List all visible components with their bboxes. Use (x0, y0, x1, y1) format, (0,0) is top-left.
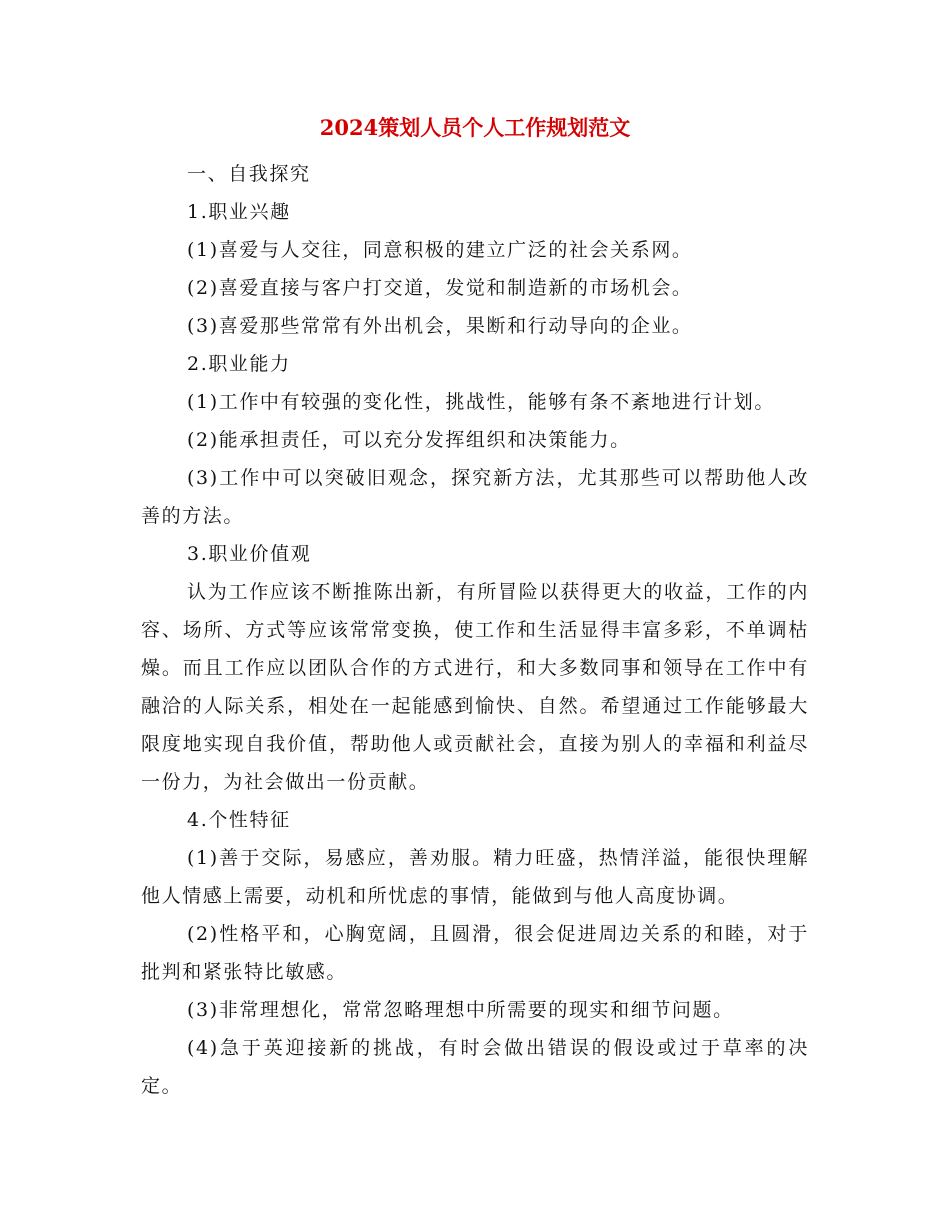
subheading-career-values: 3.职业价值观 (187, 543, 312, 565)
document-body (141, 155, 809, 1105)
paragraph: (2)喜爱直接与客户打交道，发觉和制造新的市场机会。 (187, 277, 693, 299)
paragraph: (1)善于交际，易感应，善劝服。精力旺盛，热情洋溢，能很快理解他人情感上需要，动机和所忧虑的事情，能做到与他人高度协调。 (141, 847, 809, 907)
paragraph: (1)喜爱与人交往，同意积极的建立广泛的社会关系网。 (187, 239, 693, 261)
subheading-career-interest: 1.职业兴趣 (187, 201, 291, 223)
paragraph: (2)性格平和，心胸宽阔，且圆滑，很会促进周边关系的和睦，对于批判和紧张特比敏感。 (141, 923, 809, 983)
paragraph: (3)工作中可以突破旧观念，探究新方法，尤其那些可以帮助他人改善的方法。 (141, 467, 809, 527)
paragraph: (3)非常理想化，常常忽略理想中所需要的现实和细节问题。 (187, 999, 734, 1021)
document-title: 2024策划人员个人工作规划范文 (319, 115, 631, 140)
paragraph: 认为工作应该不断推陈出新，有所冒险以获得更大的收益，工作的内容、场所、方式等应该常常变换，使工作和生活显得丰富多彩，不单调枯燥。而且工作应以团队合作的方式进行，和大多数同事和领导在工作中有融洽的人际关系，相处在一起能感到愉快、自然。希望通过工作能够最大限度地实现自我价值，帮助他人或贡献社会，直接为别人的幸福和利益尽一份力，为社会做出一份贡献。 (141, 581, 809, 793)
section-heading-self-exploration: 一、自我探究 (187, 163, 311, 185)
paragraph: (3)喜爱那些常常有外出机会，果断和行动导向的企业。 (187, 315, 693, 337)
paragraph: (1)工作中有较强的变化性，挑战性，能够有条不紊地进行计划。 (187, 391, 775, 413)
subheading-personality: 4.个性特征 (187, 809, 291, 831)
paragraph: (4)急于英迎接新的挑战，有时会做出错误的假设或过于草率的决定。 (141, 1037, 809, 1097)
subheading-career-ability: 2.职业能力 (187, 353, 291, 375)
paragraph: (2)能承担责任，可以充分发挥组织和决策能力。 (187, 429, 631, 451)
